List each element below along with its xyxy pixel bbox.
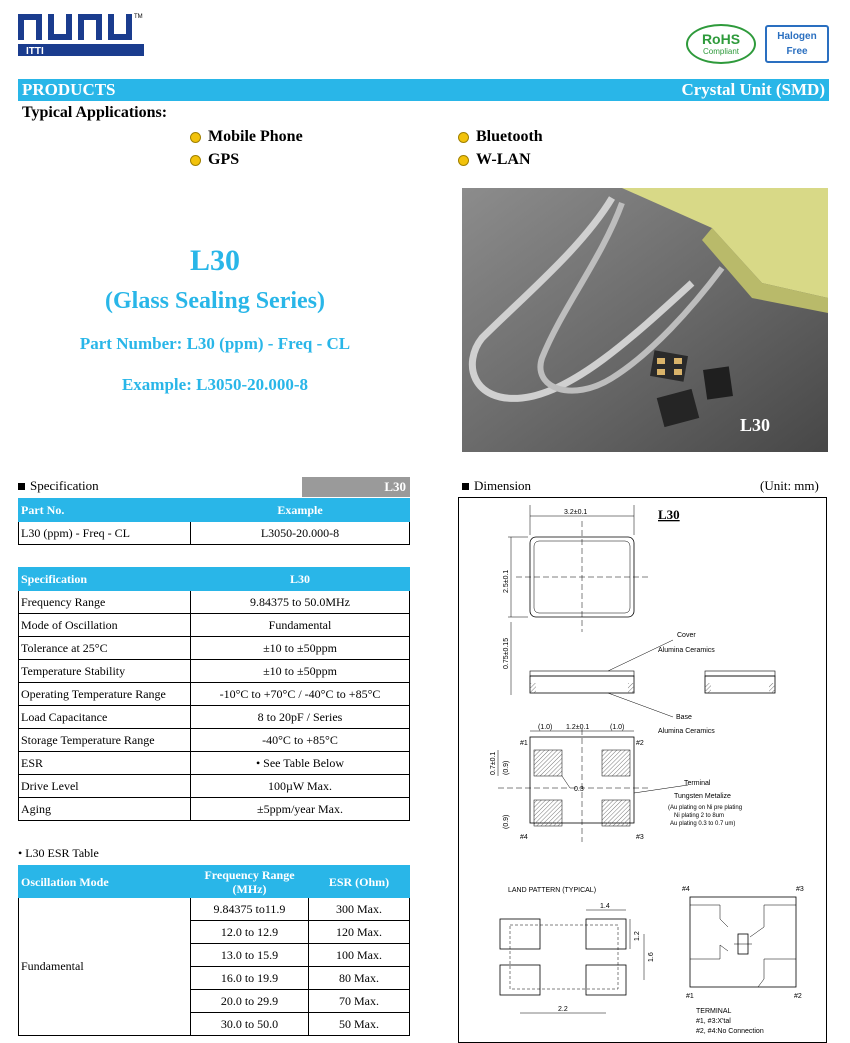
terminal-pin4: #4: [682, 886, 690, 893]
table-row: Load Capacitance 8 to 20pF / Series: [19, 706, 410, 729]
table-row: Mode of Oscillation Fundamental: [19, 614, 410, 637]
land-span: 2.2: [558, 1006, 568, 1013]
rohs-title: RoHS: [701, 31, 741, 47]
table-row: 20.0 to 29.9 70 Max.: [19, 990, 410, 1013]
oscillation-mode-cell: Fundamental: [19, 898, 191, 1036]
plating-note-1: (Au plating on Ni pre plating: [668, 805, 743, 811]
bullet-icon: [190, 132, 201, 143]
halogen-line1: Halogen: [777, 31, 817, 42]
terminal-note-1: #1, #3:X'tal: [696, 1018, 731, 1025]
terminal-pin2: #2: [794, 993, 802, 1000]
specification-table: [18, 567, 410, 821]
pin3-label: #3: [636, 834, 644, 841]
table-header: Example: [191, 499, 410, 522]
bullet-icon: [458, 132, 469, 143]
table-row: Fundamental 9.84375 to11.9 300 Max.: [19, 898, 410, 921]
corner-radius: 0.3: [574, 786, 584, 793]
plating-note-3: Au plating 0.3 to 0.7 um): [670, 821, 736, 827]
logo-letter: ITTI: [26, 46, 44, 56]
itti-logo: [18, 10, 144, 56]
product-photo: [462, 188, 828, 452]
rohs-badge: [686, 24, 756, 64]
land-width: 1.4: [600, 903, 610, 910]
dim-width: 3.2±0.1: [564, 509, 588, 516]
table-row: 30.0 to 50.0 50 Max.: [19, 1013, 410, 1036]
land-height: 1.2: [634, 931, 641, 941]
model-title: L30: [189, 244, 240, 277]
rohs-sub: Compliant: [702, 47, 739, 56]
dimension-heading: Dimension: [462, 478, 531, 494]
terminal-title: TERMINAL: [696, 1008, 732, 1015]
dim-thickness: 0.75±0.15: [503, 637, 510, 669]
model-tag: L30: [302, 477, 410, 497]
application-item: W-LAN: [458, 151, 531, 169]
pad-gap: (0.9): [503, 760, 510, 775]
land-pattern-title: LAND PATTERN (TYPICAL): [508, 887, 597, 894]
application-item: GPS: [190, 151, 239, 169]
table-header: Part No.: [19, 499, 191, 522]
cover-label: Cover: [677, 632, 696, 639]
table-row: Frequency Range 9.84375 to 50.0MHz: [19, 591, 410, 614]
esr-table-title: • L30 ESR Table: [18, 846, 99, 860]
table-row: Drive Level 100µW Max.: [19, 775, 410, 798]
application-item: Mobile Phone: [190, 128, 303, 146]
terminal-note-2: #2, #4:No Connection: [696, 1028, 764, 1035]
terminal-material: Tungsten Metalize: [674, 793, 731, 800]
part-example: Example: L3050-20.000-8: [121, 375, 309, 394]
esr-table: [18, 865, 410, 1036]
pad-dim-mid: 1.2±0.1: [566, 724, 590, 731]
drawing-title: L30: [658, 507, 680, 522]
table-header: Specification: [19, 568, 191, 591]
table-header: Oscillation Mode: [19, 866, 191, 898]
base-material: Alumina Ceramics: [658, 728, 715, 735]
halogen-line2: Free: [786, 46, 808, 57]
part-number-table: [18, 498, 410, 545]
pad-dim-right: (1.0): [610, 724, 625, 731]
series-title: (Glass Sealing Series): [105, 288, 325, 314]
part-number-format: Part Number: L30 (ppm) - Freq - CL: [79, 334, 351, 353]
table-row: [19, 522, 410, 545]
table-row: Operating Temperature Range -10°C to +70°C / -40°C to +85°C: [19, 683, 410, 706]
specification-heading: Specification: [18, 478, 99, 494]
land-pitch: 1.6: [648, 952, 655, 962]
halogen-free-badge: [765, 25, 829, 63]
pad-gap2: (0.9): [503, 814, 510, 829]
table-row: Storage Temperature Range -40°C to +85°C: [19, 729, 410, 752]
table-row: 13.0 to 15.9 100 Max.: [19, 944, 410, 967]
pad-height: 0.7±0.1: [490, 751, 497, 775]
category-label: Crystal Unit (SMD): [681, 80, 825, 99]
pin2-label: #2: [636, 740, 644, 747]
table-row: 16.0 to 19.9 80 Max.: [19, 967, 410, 990]
table-row: ESR • See Table Below: [19, 752, 410, 775]
photo-label: L30: [740, 415, 771, 435]
base-label: Base: [676, 714, 692, 721]
cover-material: Alumina Ceramics: [658, 647, 715, 654]
table-header: Frequency Range (MHz): [191, 866, 309, 898]
terminal-pin1: #1: [686, 993, 694, 1000]
table-row: Tolerance at 25°C ±10 to ±50ppm: [19, 637, 410, 660]
table-row: 12.0 to 12.9 120 Max.: [19, 921, 410, 944]
unit-label: (Unit: mm): [760, 478, 819, 493]
terminal-pin3: #3: [796, 886, 804, 893]
table-header: L30: [191, 568, 410, 591]
logo-tm: TM: [134, 14, 143, 20]
table-cell: L30 (ppm) - Freq - CL: [19, 522, 191, 545]
dim-height: 2.5±0.1: [503, 569, 510, 593]
pin1-label: #1: [520, 740, 528, 747]
dimension-drawing: [458, 497, 827, 1043]
table-row: Temperature Stability ±10 to ±50ppm: [19, 660, 410, 683]
bullet-icon: [190, 155, 201, 166]
products-label: PRODUCTS: [22, 80, 116, 99]
table-cell: L3050-20.000-8: [191, 522, 410, 545]
table-row: Aging ±5ppm/year Max.: [19, 798, 410, 821]
products-bar: [18, 79, 829, 101]
application-item: Bluetooth: [458, 128, 543, 146]
bullet-icon: [458, 155, 469, 166]
pin4-label: #4: [520, 834, 528, 841]
terminal-label: Terminal: [684, 780, 711, 787]
table-header: ESR (Ohm): [309, 866, 410, 898]
plating-note-2: Ni plating 2 to 8um: [674, 813, 725, 819]
pad-dim-left: (1.0): [538, 724, 553, 731]
applications-title: Typical Applications:: [22, 104, 168, 121]
